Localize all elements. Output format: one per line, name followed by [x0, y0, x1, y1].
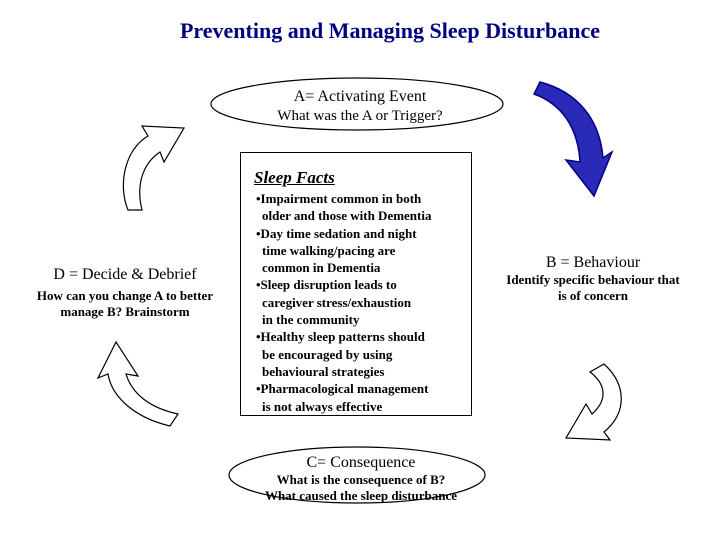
sleep-fact-item	[256, 190, 476, 225]
b-subtext	[478, 272, 708, 304]
d-subtext-line: manage B? Brainstorm	[60, 304, 190, 319]
curved-arrow-icon-top-right	[534, 82, 612, 196]
d-subtext	[0, 288, 250, 320]
curved-arrow-icon-top-left	[123, 126, 184, 210]
sleep-fact-line: older and those with Dementia	[262, 208, 432, 224]
sleep-fact-item	[256, 225, 476, 277]
sleep-fact-line: behavioural strategies	[262, 363, 385, 379]
d-heading: D = Decide & Debrief	[53, 266, 197, 283]
curved-arrow-icon-bottom-right	[566, 364, 621, 440]
sleep-fact-line: be encouraged by using	[262, 346, 393, 362]
sleep-fact-item	[256, 328, 476, 380]
curved-arrow-icon-bottom-left	[98, 342, 178, 426]
sleep-fact-line: in the community	[262, 312, 360, 328]
c-heading: C= Consequence	[306, 454, 416, 471]
c-subtext	[226, 472, 496, 504]
c-subtext-line: What caused the sleep disturbance	[264, 488, 458, 503]
sleep-fact-line: time walking/pacing are	[262, 242, 396, 258]
sleep-facts-list	[256, 190, 476, 415]
sleep-facts-heading: Sleep Facts	[254, 168, 335, 187]
sleep-fact-line: caregiver stress/exhaustion	[262, 294, 412, 310]
sleep-fact-line: •Healthy sleep patterns should	[256, 329, 425, 345]
sleep-fact-item	[256, 276, 476, 328]
b-subtext-line: Identify specific behaviour that	[506, 272, 680, 287]
page-title: Preventing and Managing Sleep Disturbance	[179, 18, 601, 43]
b-subtext-line: is of concern	[557, 288, 629, 303]
sleep-fact-line: •Pharmacological management	[256, 381, 429, 397]
d-subtext-line: How can you change A to better	[36, 288, 214, 303]
sleep-fact-line: common in Dementia	[262, 260, 381, 276]
sleep-fact-line: is not always effective	[262, 398, 383, 414]
sleep-fact-line: •Impairment common in both	[256, 191, 422, 206]
sleep-fact-line: •Day time sedation and night	[256, 225, 417, 241]
a-subtext: What was the A or Trigger?	[277, 108, 443, 124]
a-heading: A= Activating Event	[293, 88, 427, 105]
c-subtext-line: What is the consequence of B?	[276, 472, 446, 487]
sleep-fact-item	[256, 380, 476, 415]
b-heading: B = Behaviour	[545, 254, 641, 271]
sleep-fact-line: •Sleep disruption leads to	[256, 277, 397, 293]
